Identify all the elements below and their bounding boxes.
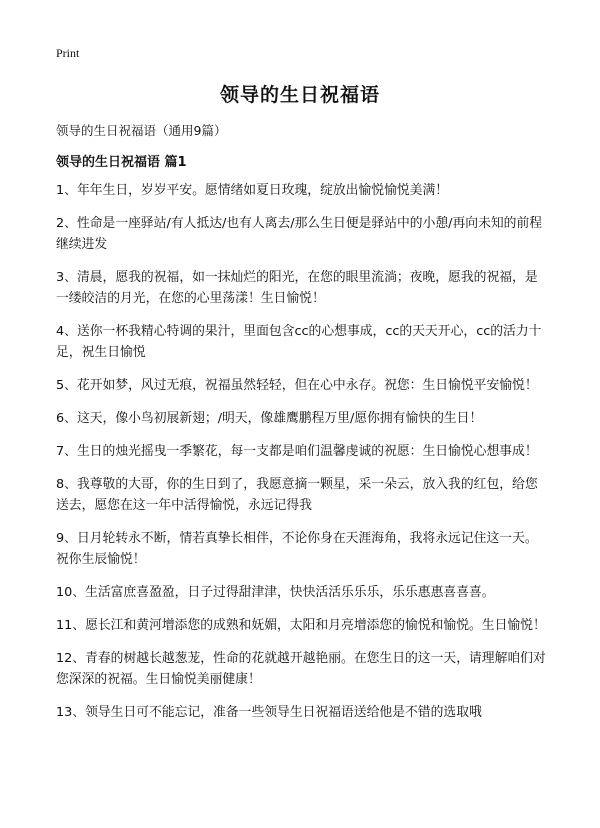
- document-subtitle: 领导的生日祝福语（通用9篇）: [56, 123, 227, 138]
- wish-item: 2、性命是一座驿站/有人抵达/也有人离去/那么生日便是驿站中的小憩/再向未知的前程继续进发: [56, 216, 543, 252]
- wish-item: 8、我尊敬的大哥，你的生日到了，我愿意摘一颗星，采一朵云，放入我的红包，给您送去，愿您在这一年中活得愉悦，永远记得我: [56, 477, 538, 513]
- wish-item: 5、花开如梦，风过无痕，祝福虽然轻轻，但在心中永存。祝您：生日愉悦平安愉悦！: [56, 378, 538, 393]
- wish-item: 12、青春的树越长越葱茏，性命的花就越开越艳丽。在您生日的这一天，请理解咱们对您深深的祝福。生日愉悦美丽健康！: [56, 651, 546, 687]
- wish-list: [56, 180, 548, 735]
- wish-item: 1、年年生日，岁岁平安。愿情绪如夏日玫瑰，绽放出愉悦愉悦美满！: [56, 183, 449, 198]
- print-link[interactable]: Print: [56, 46, 80, 60]
- wish-item: 6、这天，像小鸟初展新翅；/明天，像雄鹰鹏程万里/愿你拥有愉快的生日！: [56, 411, 483, 426]
- wish-item: 7、生日的烛光摇曳一季繁花，每一支都是咱们温馨虔诚的祝愿：生日愉悦心想事成！: [56, 444, 538, 459]
- page-title: 领导的生日祝福语: [219, 84, 380, 106]
- wish-item: 11、愿长江和黄河增添您的成熟和妩媚，太阳和月亮增添您的愉悦和愉悦。生日愉悦！: [56, 618, 546, 633]
- section-heading: 领导的生日祝福语 篇1: [56, 155, 187, 170]
- wish-item: 4、送你一杯我精心特调的果汁，里面包含cc的心想事成，cc的天天开心，cc的活力十足，祝生日愉悦: [56, 324, 542, 360]
- wish-item: 3、清晨，愿我的祝福，如一抹灿烂的阳光，在您的眼里流淌；夜晚，愿我的祝福，是一缕皎洁的月光，在您的心里荡漾！生日愉悦！: [56, 270, 538, 306]
- wish-item: 13、领导生日可不能忘记，准备一些领导生日祝福语送给他是不错的选取哦: [56, 705, 482, 720]
- wish-item: 9、日月轮转永不断，情若真挚长相伴，不论你身在天涯海角，我将永远记住这一天。祝你生辰愉悦！: [56, 531, 538, 567]
- wish-item: 10、生活富庶喜盈盈，日子过得甜津津，快快活活乐乐乐，乐乐惠惠喜喜喜。: [56, 585, 495, 600]
